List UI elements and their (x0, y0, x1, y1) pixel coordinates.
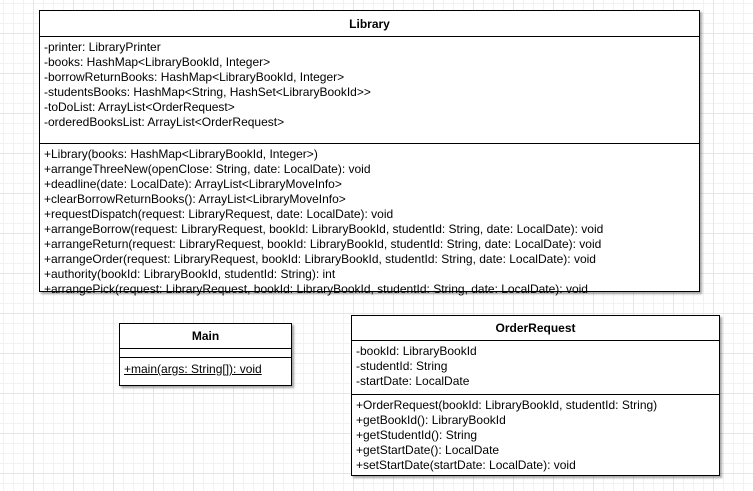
operation: +OrderRequest(bookId: LibraryBookId, studentId: String) (356, 398, 658, 412)
operation: +clearBorrowReturnBooks(): ArrayList<LibraryMoveInfo> (44, 192, 346, 206)
operation: +authority(bookId: LibraryBookId, studentId: String): int (44, 267, 336, 281)
operations-section (120, 358, 291, 377)
operation: +arrangePick(request: LibraryRequest, bookId: LibraryBookId, studentId: String, date: LocalDate): void (44, 282, 588, 296)
operations-section (40, 144, 699, 297)
attribute: -printer: LibraryPrinter (44, 40, 161, 54)
attribute: -toDoList: ArrayList<OrderRequest> (44, 100, 235, 114)
operation: +main(args: String[]): void (124, 362, 262, 376)
operation: +setStartDate(startDate: LocalDate): void (356, 458, 576, 472)
attribute: -borrowReturnBooks: HashMap<LibraryBookId, Integer> (44, 70, 345, 84)
operation: +Library(books: HashMap<LibraryBookId, Integer>) (44, 147, 318, 161)
class-library[interactable] (39, 10, 700, 296)
operation: +getStudentId(): String (356, 428, 478, 442)
operation: +requestDispatch(request: LibraryRequest, date: LocalDate): void (44, 207, 394, 221)
attribute: -orderedBooksList: ArrayList<OrderRequest> (44, 115, 285, 129)
class-name: Library (40, 11, 699, 37)
class-main[interactable] (119, 323, 292, 386)
attribute: -studentsBooks: HashMap<String, HashSet<LibraryBookId>> (44, 85, 371, 99)
attribute: -books: HashMap<LibraryBookId, Integer> (44, 55, 271, 69)
class-name: Main (120, 324, 291, 349)
operation: +getBookId(): LibraryBookId (356, 413, 506, 427)
operation: +arrangeThreeNew(openClose: String, date: LocalDate): void (44, 162, 371, 176)
operation: +arrangeOrder(request: LibraryRequest, bookId: LibraryBookId, studentId: String, date: LocalDate): void (44, 252, 596, 266)
attribute: -startDate: LocalDate (356, 374, 470, 388)
attributes-section (40, 37, 699, 144)
attribute: -studentId: String (356, 359, 448, 373)
operation: +deadline(date: LocalDate): ArrayList<LibraryMoveInfo> (44, 177, 342, 191)
attributes-section (352, 341, 719, 395)
operations-section (352, 395, 719, 473)
attribute: -bookId: LibraryBookId (356, 344, 477, 358)
class-order-request[interactable] (351, 315, 720, 476)
operation: +arrangeReturn(request: LibraryRequest, bookId: LibraryBookId, studentId: String, date: LocalDate): void (44, 237, 602, 251)
operation: +getStartDate(): LocalDate (356, 443, 500, 457)
operation: +arrangeBorrow(request: LibraryRequest, bookId: LibraryBookId, studentId: String, date: LocalDate): void (44, 222, 604, 236)
attributes-section (120, 349, 291, 358)
class-name: OrderRequest (352, 316, 719, 341)
